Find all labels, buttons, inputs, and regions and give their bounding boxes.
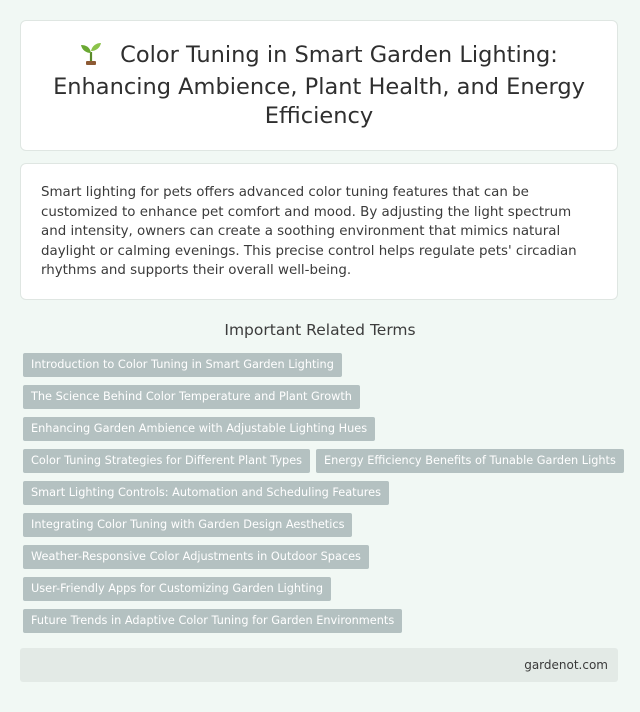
term-tag[interactable]: Weather-Responsive Color Adjustments in Outdoor Spaces (23, 545, 369, 569)
related-terms-list (23, 353, 623, 641)
page-title-text: Color Tuning in Smart Garden Lighting: Enhancing Ambience, Plant Health, and Energy Efficiency (53, 41, 585, 129)
term-tag[interactable]: Introduction to Color Tuning in Smart Garden Lighting (23, 353, 342, 377)
footer-site-link[interactable]: gardenot.com (524, 658, 608, 672)
term-row (23, 577, 623, 601)
term-tag[interactable]: Energy Efficiency Benefits of Tunable Garden Lights (316, 449, 624, 473)
seedling-icon (80, 41, 102, 73)
term-tag[interactable]: Color Tuning Strategies for Different Plant Types (23, 449, 310, 473)
term-tag[interactable]: The Science Behind Color Temperature and Plant Growth (23, 385, 360, 409)
term-row (23, 545, 623, 569)
title-card (20, 20, 618, 151)
term-row (23, 353, 623, 377)
term-tag[interactable]: Smart Lighting Controls: Automation and Scheduling Features (23, 481, 389, 505)
term-tag[interactable]: Integrating Color Tuning with Garden Design Aesthetics (23, 513, 352, 537)
term-row (23, 449, 623, 473)
footer (20, 648, 618, 682)
related-terms-heading: Important Related Terms (224, 321, 416, 339)
term-row (23, 609, 623, 633)
page-title (51, 41, 587, 131)
term-row (23, 417, 623, 441)
term-tag[interactable]: Enhancing Garden Ambience with Adjustable Lighting Hues (23, 417, 375, 441)
summary-text: Smart lighting for pets offers advanced color tuning features that can be customized to enhance pet comfort and mood. By adjusting the light spectrum and intensity, owners can create a soothing environment that mimics natural daylight or calming evenings. This precise control helps regulate pets' circadian rhythms and supports their overall well-being. (41, 185, 577, 278)
term-tag[interactable]: User-Friendly Apps for Customizing Garden Lighting (23, 577, 331, 601)
term-row (23, 385, 623, 409)
summary-card (20, 163, 618, 300)
term-row (23, 513, 623, 537)
term-row (23, 481, 623, 505)
term-tag[interactable]: Future Trends in Adaptive Color Tuning for Garden Environments (23, 609, 402, 633)
